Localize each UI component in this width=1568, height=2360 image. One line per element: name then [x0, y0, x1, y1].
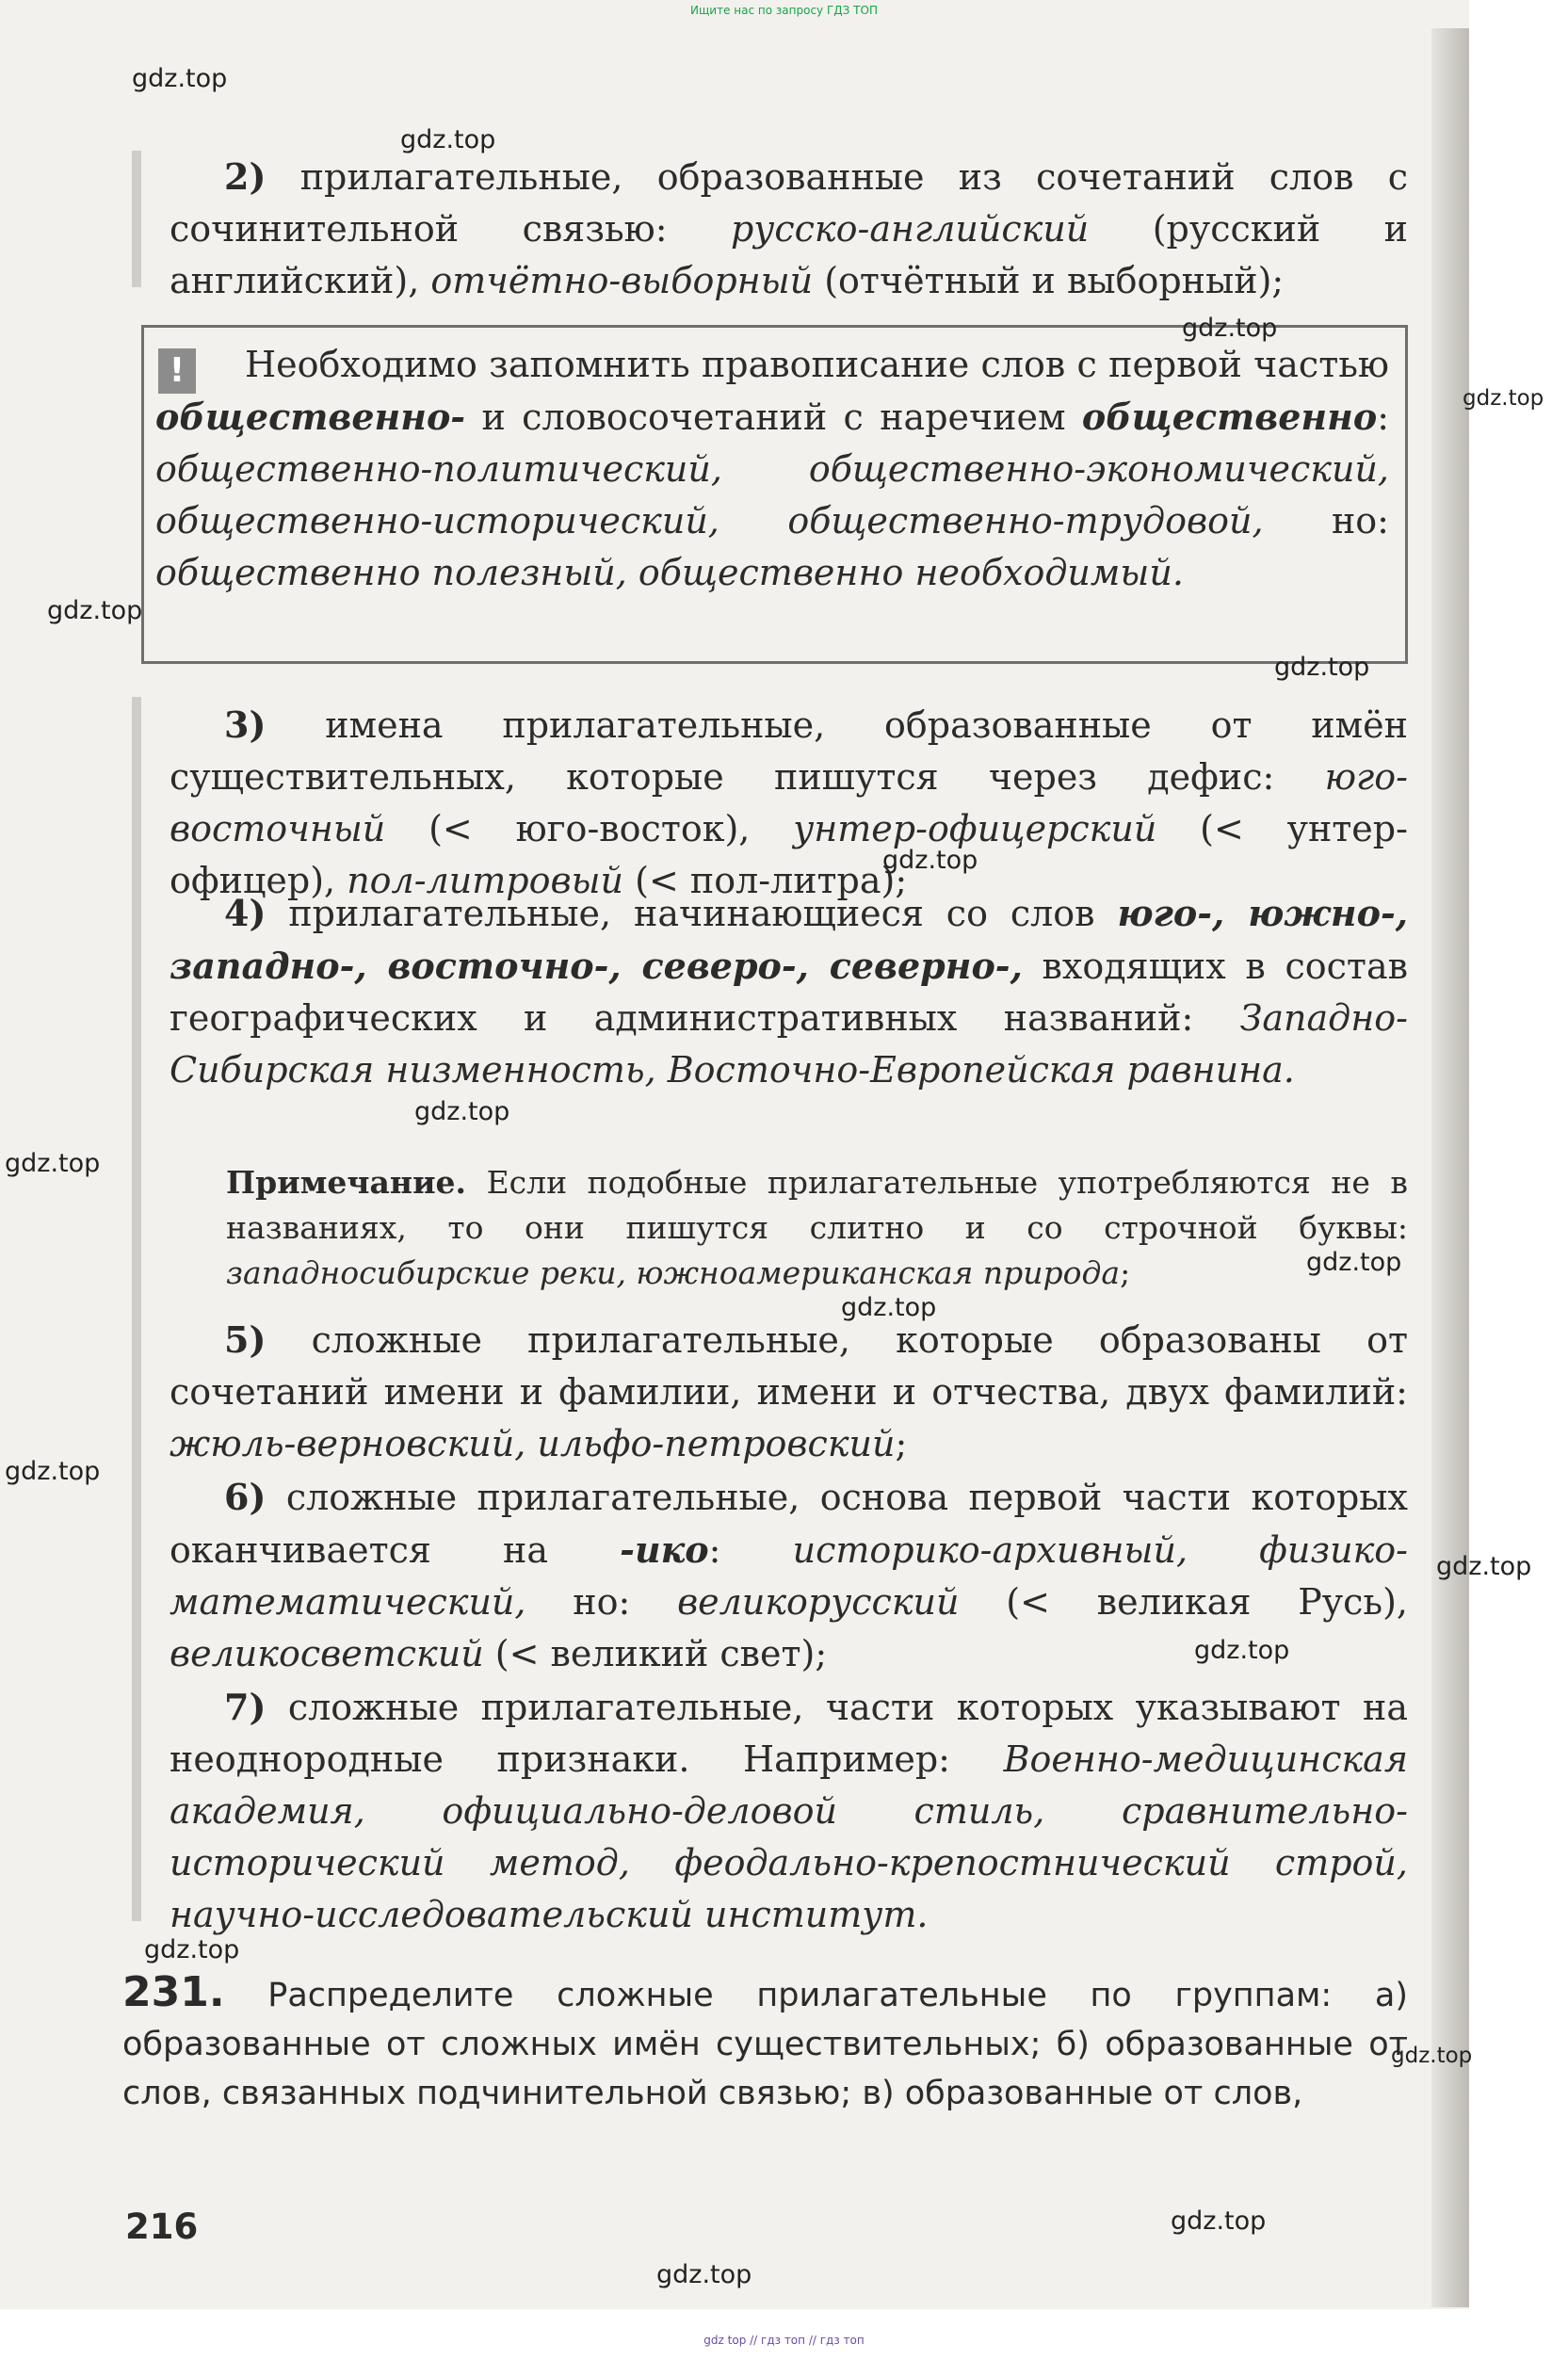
item-text: сложные прилагательные, которые образованы от сочетаний имени и фамилии, имени и отчества, двух фамилий: [170, 1319, 1408, 1413]
rule-text [155, 339, 1389, 599]
rule-sentence: Необходимо запомнить правописание слов с первой частью [245, 344, 1389, 385]
exercise-text: Распределите сложные прилагательные по группам: а) образованные от сложных имён существительных; б) образованные от слов, связанных подчинительной связью; в) образованные от слов, [122, 1977, 1408, 2112]
example: отчётно-выборный [430, 260, 814, 301]
watermark: gdz.top [400, 125, 496, 154]
prefix-list: юго-, южно-, западно-, восточно-, северо-, северно-, [170, 892, 1408, 987]
watermark: gdz.top [1171, 2206, 1267, 2236]
item-number: 3) [224, 703, 267, 746]
example: пол-литровый [347, 860, 624, 901]
item-number: 4) [224, 892, 267, 934]
watermark: gdz.top [5, 1457, 101, 1486]
watermark: gdz.top [1436, 1552, 1532, 1581]
rule-term: общественно [1081, 396, 1378, 438]
item-number: 7) [224, 1686, 267, 1728]
item-number: 2) [224, 155, 267, 198]
item-text: сложные прилагательные, основа первой части которых оканчивается на [170, 1477, 1408, 1571]
item-number: 6) [224, 1476, 267, 1518]
watermark: gdz.top [1194, 1636, 1290, 1665]
example-note: (< юго-восток), [428, 808, 751, 849]
footer-note: gdz top // гдз топ // гдз топ [703, 2334, 865, 2347]
example-note: (< унтер-офицер), [170, 808, 1408, 901]
example: великорусский [677, 1581, 960, 1623]
watermark: gdz.top [144, 1935, 240, 1964]
margin-bar [132, 697, 141, 1921]
note-end: ; [1120, 1254, 1131, 1291]
item-text: прилагательные, образованные из сочетаний слов с сочинительной связью: [170, 156, 1408, 250]
watermark: gdz.top [1463, 386, 1544, 411]
example: Военно-медицинская академия, официально-деловой стиль, сравнительно-исторический метод, феодально-крепостнический строй, научно-исследовательский институт. [170, 1738, 1408, 1935]
example: жюль-верновский, ильфо-петровский [170, 1423, 896, 1464]
watermark: gdz.top [5, 1149, 101, 1178]
example: великосветский [170, 1633, 484, 1674]
watermark: gdz.top [1391, 2044, 1473, 2068]
watermark: gdz.top [132, 64, 228, 93]
page-edge-shadow [1431, 28, 1469, 2307]
watermark: gdz.top [882, 846, 978, 875]
item-number: 5) [224, 1318, 267, 1361]
rule-colon: : [1377, 396, 1389, 438]
header-note: Ищите нас по запросу ГДЗ ТОП [690, 4, 878, 17]
note-examples: западносибирские реки, южноамериканская природа [226, 1254, 1121, 1291]
watermark: gdz.top [1274, 653, 1370, 682]
but-word: но: [573, 1581, 631, 1623]
example: унтер-офицерский [793, 808, 1157, 849]
example-note: (< великий свет); [494, 1633, 828, 1674]
example: юго-восточный [170, 756, 1408, 849]
example: русско-английский [730, 208, 1090, 250]
page-number: 216 [125, 2206, 199, 2247]
watermark: gdz.top [841, 1293, 937, 1322]
rule-examples: общественно-политический, общественно-экономический, общественно-исторический, общественно-трудовой, [155, 448, 1389, 542]
item-2 [170, 151, 1408, 307]
rule-examples: общественно полезный, общественно необходимый. [155, 552, 1184, 593]
note-block [226, 1160, 1408, 1296]
note-label: Примечание. [226, 1164, 467, 1201]
exercise-231 [122, 1968, 1408, 2118]
rule-sentence: и словосочетаний с наречием [481, 396, 1066, 438]
item-end: ; [895, 1423, 908, 1464]
exercise-number: 231. [122, 1968, 225, 2016]
example: Западно-Сибирская низменность, Восточно-Европейская равнина. [170, 997, 1408, 1091]
exclamation-icon: ! [158, 348, 196, 394]
note-text: Если подобные прилагательные употребляются не в названиях, то они пишутся слитно и со строчной буквы: [226, 1164, 1408, 1246]
item-4 [170, 887, 1408, 1096]
item-text: сложные прилагательные, части которых указывают на неоднородные признаки. Например: [170, 1687, 1408, 1780]
item-7 [170, 1681, 1408, 1941]
example-note: (< пол-литра); [635, 860, 908, 901]
example-note: (отчётный и выборный); [824, 260, 1285, 301]
colon: : [708, 1529, 721, 1571]
example-note: (< великая Русь), [1006, 1581, 1408, 1623]
example: историко-архивный, физико-математический, [170, 1529, 1408, 1623]
margin-bar [132, 151, 141, 287]
watermark: gdz.top [1182, 314, 1278, 343]
item-3 [170, 699, 1408, 907]
item-text: имена прилагательные, образованные от имён существительных, которые пишутся через дефис: [170, 704, 1408, 798]
watermark: gdz.top [656, 2260, 752, 2289]
rule-but: но: [1331, 500, 1389, 542]
watermark: gdz.top [47, 596, 143, 625]
item-text: прилагательные, начинающиеся со слов [288, 893, 1095, 934]
example-note: (русский и английский), [170, 208, 1408, 301]
item-5 [170, 1314, 1408, 1470]
suffix: -ико [620, 1528, 709, 1571]
watermark: gdz.top [414, 1097, 510, 1126]
item-text: входящих в состав географических и административных названий: [170, 946, 1408, 1039]
rule-term: общественно- [155, 396, 466, 438]
watermark: gdz.top [1306, 1248, 1402, 1277]
